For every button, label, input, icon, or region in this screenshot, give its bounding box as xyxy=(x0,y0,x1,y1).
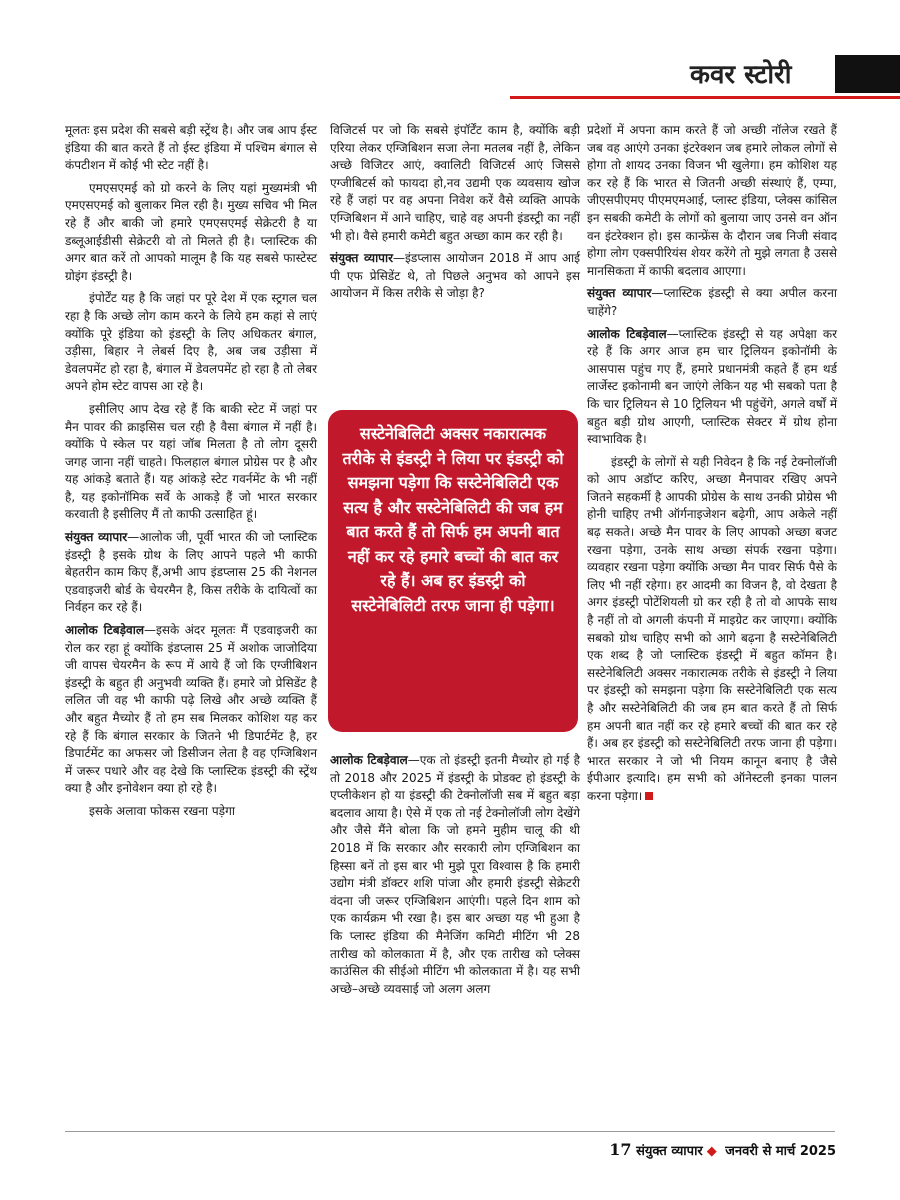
article-column-3 xyxy=(587,122,837,811)
paragraph: प्रदेशों में अपना काम करते हैं जो अच्छी नॉलेज रखते हैं जब वह आएंगे उनका इंटरेक्शन जब हमारे लोकल लोगों से होगा तो शायद उनका विजन भी खुलेगा। हम कोशिश यह कर रहे हैं कि भारत से जितनी अच्छी संस्थाएं हैं, एम्पा, जीएसपीएमए पीएमएमआई, प्लास्ट इंडिया, प्लेक्स कांसिल इन सबकी कमेटी के लोगों को बुलाया जाए उनसे वन ऑन वन इंटरेक्शन हो। इस कान्फ्रेंस के दौरान जब निजी संवाद होगा लोग एक्सपीरियंस शेयर करेंगे तो मुझे लगता है उससे मानसिकता में काफी बदलाव आएगा। xyxy=(587,123,837,278)
diamond-icon: ◆ xyxy=(706,1144,717,1159)
speaker-label: संयुक्त व्यापार xyxy=(65,530,128,545)
footer-rule xyxy=(65,1131,835,1132)
article-column-1 xyxy=(65,122,317,826)
paragraph: मूलतः इस प्रदेश की सबसे बड़ी स्ट्रेंथ है। और जब आप ईस्ट इंडिया की बात करते हैं तो ईस्ट इंडिया में पश्चिम बंगाल से कंपटीशन में कोई भी स्टेट नहीं है। xyxy=(65,123,317,173)
publication-name: संयुक्त व्यापार xyxy=(636,1144,703,1159)
paragraph: आलोक टिबड़ेवाल—एक तो इंडस्ट्री इतनी मैच्योर हो गई है तो 2018 और 2025 में इंडस्ट्री के प्रोडक्ट हो इंडस्ट्री के एप्लीकेशन हो या इंडस्ट्री की टेक्नोलॉजी सब में बहुत बड़ा बदलाव आया है। ऐसे में एक तो नई टेक्नोलॉजी लोग देखेंगे और जैसे मैंने बोला कि जो हमने मुहीम चालू की थी 2018 में कि सरकार और सरकारी लोग एग्जिबिशन का हिस्सा बनें तो इस बार भी मुझे पूरा विश्वास है कि हमारी उद्योग मंत्री डॉक्टर शशि पांजा और हमारी इंडस्ट्री सेक्रेटरी वंदना जी जरूर एग्जिबिशन आएंगी। पहले दिन शाम को एक कार्यक्रम भी रखा है। इस बार अच्छा यह भी हुआ है कि प्लास्ट इंडिया की मैनेजिंग कमिटी मीटिंग भी 28 तारीख को कोलकाता में है, और एक तारीख को प्लेक्स काउंसिल की सीईओ मीटिंग भी कोलकाता में है। यह सभी अच्छे–अच्छे व्यवसाई जो अलग अलग xyxy=(330,753,581,996)
header-black-block xyxy=(835,55,900,93)
speaker-label: संयुक्त व्यापार xyxy=(587,286,652,301)
end-of-article-mark xyxy=(645,792,653,800)
paragraph: संयुक्त व्यापार—प्लास्टिक इंडस्ट्री से क्या अपील करना चाहेंगे? xyxy=(587,286,837,318)
speaker-label: आलोक टिबड़ेवाल xyxy=(65,623,144,638)
section-title: कवर स्टोरी xyxy=(690,60,792,90)
paragraph: आलोक टिबड़ेवाल—इसके अंदर मूलतः मैं एडवाइजरी का रोल कर रहा हूं क्योंकि इंडप्लास 25 में अशोक जाजोदिया जी वापस चेयरमैन के रूप में आये हैं जो कि एग्जीबिशन इंडस्ट्री के बहुत ही अनुभवी व्यक्ति हैं। हमारे जो प्रेसिडेंट है ललित जी वह भी काफी पढ़े लिखे और अच्छे व्यक्ति हैं और बहुत मैच्योर हैं तो हम सब मिलकर कोशिश यह कर रहे हैं कि बंगाल सरकार के जितने भी डिपार्टमेंट है, हर डिपार्टमेंट का अफसर जो डिसीजन लेता है वह एग्जिबिशन में जरूर पधारे और वह देखे कि प्लास्टिक इंडस्ट्री की स्ट्रेंथ क्या है और इनोवेशन क्या हो रहे है। xyxy=(65,623,318,796)
article-column-2-top xyxy=(330,122,580,308)
paragraph: इसके अलावा फोकस रखना पड़ेगा xyxy=(89,803,235,818)
page-number: 17 xyxy=(609,1140,632,1159)
article-column-2-bottom xyxy=(330,752,580,1003)
speaker-label: आलोक टिबड़ेवाल xyxy=(330,753,408,767)
paragraph: एमएसएमई को ग्रो करने के लिए यहां मुख्यमंत्री भी एमएसएमई को बुलाकर मिल रही है। मुख्य सचिव भी मिल रहे हैं और बाकी जो हमारे एमएसएमई सेक्रेटरी है या डब्लूआईडीसी सेक्रेटरी वो तो मिलते ही है। प्लास्टिक की अगर बात करें तो आपको मालूम है कि यह सबसे फास्टेस्ट ग्रोइंग इंडस्ट्री है। xyxy=(65,180,317,283)
speaker-label: आलोक टिबड़ेवाल xyxy=(587,326,667,341)
issue-date: जनवरी से मार्च 2025 xyxy=(725,1144,836,1159)
paragraph: आलोक टिबड़ेवाल—प्लास्टिक इंडस्ट्री से यह अपेक्षा कर रहे हैं कि अगर आज हम चार ट्रिलियन इकोनॉमी के आसपास पहुंच गए हैं, हमारे प्रधानमंत्री कहते हैं हम थर्ड लार्जेस्ट इकोनामी बन जाएंगे लेकिन यह भी सबको पता है कि चार ट्रिलियन से 10 ट्रिलियन भी पहुंचेंगे, अगले वर्षों में बहुत बड़ी ग्रोथ आएगी, प्लास्टिक सेक्टर में ग्रोथ होना स्वाभाविक है। xyxy=(587,326,837,447)
paragraph: संयुक्त व्यापार—इंडप्लास आयोजन 2018 में आप आई पी एफ प्रेसिडेंट थे, तो पिछले अनुभव को आपने इस आयोजन में किस तरीके से जोड़ा है? xyxy=(330,251,580,301)
paragraph: विजिटर्स पर जो कि सबसे इंपॉर्टेंट काम है, क्योंकि बड़ी एरिया लेकर एग्जिबिशन सजा लेना मतलब नहीं है, लेकिन अच्छे विजिटर आएं, क्वालिटी विजिटर्स आएं जिससे एग्जीबिटर्स को फायदा हो,नव उद्यमी एक व्यवसाय खोज रहे हैं जहां पर वह अपना निवेश करें वैसे व्यक्ति आपके एग्जिबिशन में आने चाहिए, चाहे वह अपनी इंडस्ट्री का नहीं भी हो। वैसे हमारी कमेटी बहुत अच्छा काम कर रही है। xyxy=(330,123,580,243)
paragraph: संयुक्त व्यापार—आलोक जी, पूर्वी भारत की जो प्लास्टिक इंडस्ट्री है इसके ग्रोथ के लिए आपने पहले भी काफी बेहतरीन काम किए हैं,अभी आप इंडप्लास 25 की नेशनल एडवाइजरी बोर्ड के चेयरमैन है, किस तरीके के दायित्वों का निर्वहन कर रहे हैं। xyxy=(65,530,317,615)
speaker-label: संयुक्त व्यापार xyxy=(330,251,394,266)
header-red-rule xyxy=(510,96,900,99)
paragraph: इसीलिए आप देख रहे हैं कि बाकी स्टेट में जहां पर मैन पावर की क्राइसिस चल रही है वैसा बंगाल में नहीं है। क्योंकि पे स्केल पर यहां जॉब मिलता है तो लोग दूसरी जगह जाना नहीं चाहते। फिलहाल बंगाल प्रोग्रेस पर है और यह आंकड़े बताते हैं। यह आंकड़े स्टेट गवर्नमेंट के भी नहीं है, यह इकोनॉमिक सर्वे के आकड़े हैं जो भारत सरकार करवाती है इसीलिए मैं तो काफी उत्साहित हूं। xyxy=(65,401,317,522)
pull-quote: सस्टेनेबिलिटी अक्सर नकारात्मक तरीके से इंडस्ट्री ने लिया पर इंडस्ट्री को समझना पड़ेगा कि सस्टेनेबिलिटी एक सत्य है और सस्टेनेबिलिटी की जब हम बात करते हैं तो सिर्फ हम अपनी बात नहीं कर रहे हमारे बच्चों की बात कर रहे हैं। अब हर इंडस्ट्री को सस्टेनेबिलिटी तरफ जाना ही पड़ेगा। xyxy=(328,410,578,732)
paragraph: इंपोर्टेंट यह है कि जहां पर पूरे देश में एक स्ट्रगल चल रहा है कि अच्छे लोग काम करने के लिये हम कहां से लाएं क्योंकि पूरे इंडिया को इंडस्ट्री के लिए अधिकतर बंगाल, उड़ीसा, बिहार ने लेबर्स दिए है, अब जब उड़ीसा में डेवलपमेंट हो रहा है, बंगाल में डेवलपमेंट हो रहा है तो लेबर अपने होम स्टेट वापस आ रहे है। xyxy=(65,291,317,394)
footer xyxy=(609,1140,836,1159)
paragraph: इंडस्ट्री के लोगों से यही निवेदन है कि नई टेक्नोलॉजी को आप अडॉप्ट करिए, अच्छा मैनपावर रखिए अपने जितने सहकर्मी है आपकी प्रोग्रेस के साथ उनकी प्रोग्रेस भी होनी चाहिए तभी ऑर्गनाइजेशन बढ़ेगी, आप अकेले नहीं बढ़ सकते। अच्छे मैन पावर के लिए आपको अच्छा बजट रखना पड़ेगा, उनके साथ अच्छा संपर्क रखना पड़ेगा। व्यवहार रखना पड़ेगा क्योंकि अच्छा मैन पावर सिर्फ पैसे के लिए भी नहीं रहेगा। हर आदमी का विजन है, वो देखता है अगर इंडस्ट्री पोटेंशियली ग्रो कर रही है तो वो आपके साथ है नहीं तो वो अगली कंपनी में माइग्रेट कर जाएगा। क्योंकि सबको ग्रोथ चाहिए सभी को आगे बढ़ना है सस्टेनेबिलिटी एक शब्द है जो प्लास्टिक इंडस्ट्री में बहुत कॉमन है। सस्टेनेबिलिटी अक्सर नकारात्मक तरीके से इंडस्ट्री ने लिया पर इंडस्ट्री को समझना पड़ेगा कि सस्टेनेबिलिटी एक सत्य है और सस्टेनेबिलिटी की जब हम बात करते हैं तो सिर्फ हम अपनी बात नहीं कर रहे हमारे बच्चों की बात कर रहे हैं। अब हर इंडस्ट्री को सस्टेनेबिलिटी तरफ जाना ही पड़ेगा। भारत सरकार ने जो भी नियम कानून बनाए है जैसे ईपीआर इत्यादि। हम सभी को ऑनेस्टली इनका पालन करना पड़ेगा। xyxy=(587,454,837,803)
